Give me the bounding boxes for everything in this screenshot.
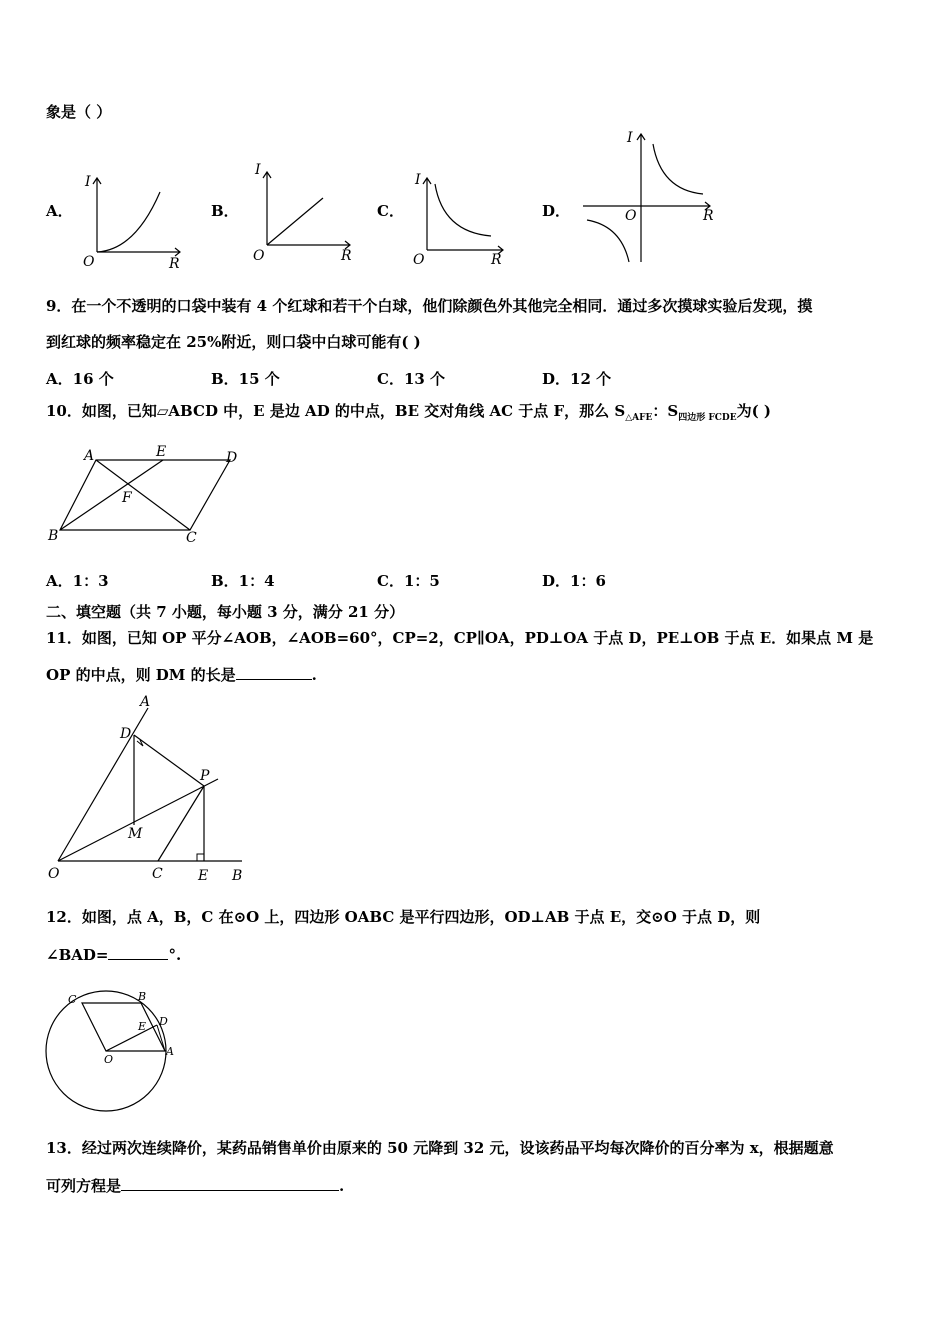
- q11-label-o: O: [48, 866, 60, 882]
- q8a-x-label: R: [169, 256, 180, 272]
- q12-label-e: E: [138, 1020, 147, 1033]
- q8a-origin: O: [83, 254, 95, 270]
- q10-text-b: ：S: [652, 402, 679, 420]
- q11-line1: 11．如图，已知 OP 平分∠AOB，∠AOB=60°，CP=2，CP∥OA，PD⊥OA 于点 D，PE⊥OB 于点 E．如果点 M 是: [46, 629, 874, 647]
- q10-label-d: D: [226, 450, 238, 466]
- q10-label-b: B: [48, 528, 59, 544]
- q8b-y-label: I: [255, 162, 261, 178]
- q9-option-c: C．13 个: [377, 370, 446, 388]
- q9-line2: 到红球的频率稳定在 25%附近，则口袋中白球可能有( ): [46, 333, 421, 351]
- section-heading-fill-in: 二、填空题（共 7 小题，每小题 3 分，满分 21 分）: [46, 603, 405, 621]
- q8-graph-c: [405, 170, 525, 270]
- q12-label-d: D: [159, 1015, 168, 1028]
- q10-text-a: 10．如图，已知▱ABCD 中，E 是边 AD 的中点，BE 交对角线 AC 于点 F，那么 S: [46, 402, 626, 420]
- q13-text-a: 可列方程是: [46, 1177, 122, 1195]
- q11-label-a: A: [140, 694, 151, 710]
- q8-option-d: D．: [542, 202, 571, 220]
- q9-option-d: D．12 个: [542, 370, 612, 388]
- q10-label-c: C: [186, 530, 197, 546]
- q10-option-d: D．1：6: [542, 572, 606, 590]
- q11-angle-figure: [40, 690, 260, 885]
- q11-label-p: P: [200, 768, 210, 784]
- q9-option-b: B．15 个: [211, 370, 280, 388]
- q12-text-b: °.: [168, 946, 182, 964]
- q8c-origin: O: [413, 252, 425, 268]
- q11-label-b: B: [232, 868, 243, 884]
- q12-circle-figure: [40, 985, 190, 1115]
- q10-line1: [46, 401, 771, 428]
- q8c-y-label: I: [415, 172, 421, 188]
- q8-option-b: B．: [211, 202, 239, 220]
- q8-tail: 象是（ ）: [46, 103, 112, 121]
- q8d-x-label: R: [703, 208, 714, 224]
- q10-option-c: C．1：5: [377, 572, 440, 590]
- q12-text-a: ∠BAD=: [46, 946, 109, 964]
- q10-sub-afe: △AFE: [625, 413, 653, 423]
- q11-text-b: .: [311, 666, 317, 684]
- q13-answer-blank[interactable]: [121, 1176, 339, 1191]
- q8b-x-label: R: [341, 248, 352, 264]
- q12-line2: [46, 945, 181, 965]
- q12-answer-blank[interactable]: [108, 945, 168, 960]
- q8c-x-label: R: [491, 252, 502, 268]
- q10-option-a: A．1：3: [46, 572, 109, 590]
- q10-sub-fcde: 四边形 FCDE: [678, 413, 737, 423]
- q9-line1: 9．在一个不透明的口袋中装有 4 个红球和若干个白球，他们除颜色外其他完全相同．通过多次摸球实验后发现，摸: [46, 297, 813, 315]
- q13-line2: [46, 1176, 344, 1196]
- q9-option-a: A．16 个: [46, 370, 114, 388]
- q11-label-d: D: [120, 726, 132, 742]
- q11-answer-blank[interactable]: [236, 665, 312, 680]
- q10-label-e: E: [156, 444, 167, 460]
- q10-text-c: 为( ): [736, 402, 771, 420]
- q13-text-b: .: [339, 1177, 345, 1195]
- q12-line1: 12．如图，点 A，B，C 在⊙O 上，四边形 OABC 是平行四边形，OD⊥AB 于点 E，交⊙O 于点 D，则: [46, 908, 761, 926]
- q11-line2: [46, 665, 317, 685]
- q8b-origin: O: [253, 248, 265, 264]
- q10-label-f: F: [122, 490, 132, 506]
- q12-label-b: B: [138, 990, 147, 1003]
- q10-option-b: B．1：4: [211, 572, 275, 590]
- q10-label-a: A: [84, 448, 95, 464]
- q11-label-e: E: [198, 868, 209, 884]
- q11-text-a: OP 的中点，则 DM 的长是: [46, 666, 236, 684]
- q8-option-c: C．: [377, 202, 404, 220]
- q12-label-o: O: [104, 1053, 114, 1066]
- q12-label-c: C: [68, 993, 77, 1006]
- q11-label-m: M: [128, 826, 143, 842]
- q11-label-c: C: [152, 866, 163, 882]
- q8-graph-b: [245, 160, 365, 270]
- q13-line1: 13．经过两次连续降价，某药品销售单价由原来的 50 元降到 32 元，设该药品平均每次降价的百分率为 x，根据题意: [46, 1139, 834, 1157]
- q8-option-a: A．: [46, 202, 73, 220]
- q10-parallelogram-figure: [40, 440, 260, 550]
- q8-graph-d: [575, 128, 725, 268]
- q12-label-a: A: [166, 1045, 174, 1058]
- q8-graph-a: [75, 170, 195, 270]
- q8d-y-label: I: [627, 130, 633, 146]
- q8a-y-label: I: [85, 174, 91, 190]
- q8d-origin: O: [625, 208, 637, 224]
